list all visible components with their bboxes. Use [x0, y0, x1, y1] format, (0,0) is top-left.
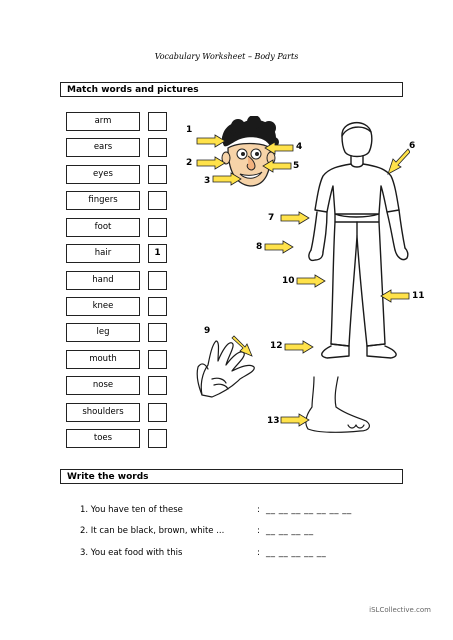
foot-illustration [300, 375, 374, 435]
arrow-icon [264, 141, 294, 155]
word-box: ears [66, 138, 140, 157]
answer-blank[interactable]: __ __ __ __ [266, 526, 314, 536]
arrow-icon [230, 334, 254, 358]
arrow-icon [296, 274, 326, 288]
picture-label: 11 [412, 291, 425, 301]
word-box: foot [66, 218, 140, 237]
picture-label: 5 [293, 161, 300, 171]
word-box: fingers [66, 191, 140, 210]
answer-box[interactable] [148, 112, 167, 131]
arrow-icon [280, 413, 310, 427]
answer-box[interactable] [148, 429, 167, 448]
section-write-heading: Write the words [60, 469, 403, 484]
footer-watermark: iSLCollective.com [369, 606, 431, 614]
question-colon: : [257, 526, 260, 536]
answer-box[interactable] [148, 376, 167, 395]
word-box: nose [66, 376, 140, 395]
picture-label: 13 [267, 416, 280, 426]
word-box: hand [66, 271, 140, 290]
arrow-icon [284, 340, 314, 354]
question-text: 2. It can be black, brown, white ... [80, 526, 225, 536]
answer-box[interactable] [148, 218, 167, 237]
word-box: eyes [66, 165, 140, 184]
answer-blank[interactable]: __ __ __ __ __ [266, 548, 327, 558]
picture-label: 9 [204, 326, 211, 336]
picture-label: 4 [296, 142, 303, 152]
answer-box[interactable] [148, 165, 167, 184]
worksheet-title: Vocabulary Worksheet – Body Parts [154, 52, 299, 61]
picture-label: 7 [268, 213, 275, 223]
arrow-icon [264, 240, 294, 254]
question-text: 1. You have ten of these [80, 505, 183, 515]
answer-box[interactable] [148, 271, 167, 290]
picture-label: 3 [204, 176, 211, 186]
question-colon: : [257, 505, 260, 515]
arrow-icon [196, 134, 226, 148]
answer-box[interactable]: 1 [148, 244, 167, 263]
word-box: leg [66, 323, 140, 342]
word-box: knee [66, 297, 140, 316]
arrow-icon [384, 146, 410, 176]
picture-label: 8 [256, 242, 263, 252]
picture-label: 12 [270, 341, 283, 351]
picture-label: 6 [409, 141, 416, 151]
picture-label: 2 [186, 158, 193, 168]
arrow-icon [212, 172, 242, 186]
arrow-icon [280, 211, 310, 225]
section-match-heading: Match words and pictures [60, 82, 403, 97]
word-box: toes [66, 429, 140, 448]
arrow-icon [196, 156, 226, 170]
picture-label: 10 [282, 276, 295, 286]
arrow-icon [262, 159, 292, 173]
answer-box[interactable] [148, 138, 167, 157]
answer-box[interactable] [148, 323, 167, 342]
word-box: shoulders [66, 403, 140, 422]
picture-label: 1 [186, 125, 193, 135]
answer-box[interactable] [148, 297, 167, 316]
answer-box[interactable] [148, 350, 167, 369]
question-text: 3. You eat food with this [80, 548, 183, 558]
arrow-icon [380, 289, 410, 303]
word-box: hair [66, 244, 140, 263]
word-box: mouth [66, 350, 140, 369]
answer-box[interactable] [148, 191, 167, 210]
answer-box[interactable] [148, 403, 167, 422]
answer-blank[interactable]: __ __ __ __ __ __ __ [266, 505, 352, 515]
word-box: arm [66, 112, 140, 131]
question-colon: : [257, 548, 260, 558]
